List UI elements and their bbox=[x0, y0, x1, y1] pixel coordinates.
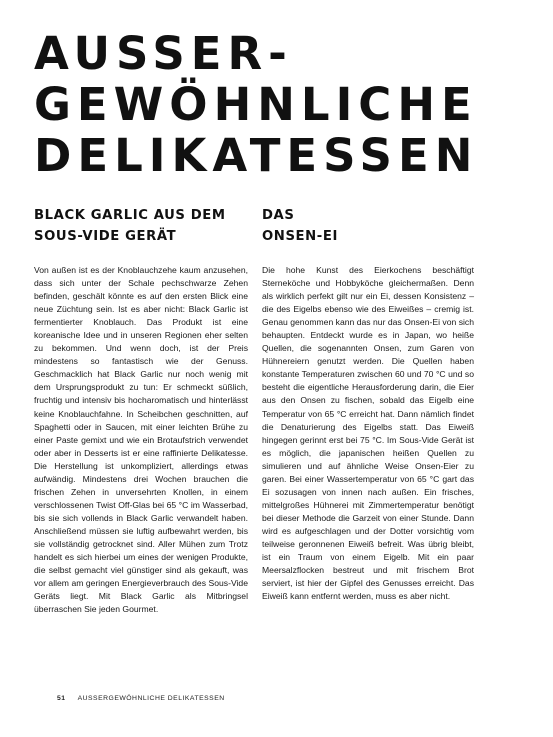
headline-line-1: AUSSER- bbox=[34, 27, 293, 80]
headline-line-2: GEWÖHNLICHE bbox=[34, 78, 478, 131]
subheading-line: SOUS-VIDE GERÄT bbox=[34, 229, 177, 244]
subheading-line: BLACK GARLIC AUS DEM bbox=[34, 208, 226, 223]
article-column-onsen-ei bbox=[262, 264, 474, 603]
running-title: AUSSERGEWÖHNLICHE DELIKATESSEN bbox=[77, 695, 225, 702]
subheading-line: ONSEN-EI bbox=[262, 229, 338, 244]
body-text: Die hohe Kunst des Eierkochens beschäftigt Sterneköche und Hobbyköche gleichermaßen. Denn als wirklich perfekt gilt nur ein Ei, dessen Konsistenz – die des Eigelbs ebenso wie des Eiweißes – cremig ist. Genau genommen kann das nur das Onsen-Ei von sich behaupten. Entdeckt wurde es in Japan, wo heiße Quellen, die sogenannten Onsen, zum Garen von Hühnereiern genutzt werden. Die Quellen haben konstante Temperaturen zwischen 60 und 70 °C und so besteht die eigentliche Herausforderung darin, die Eier aus den Onsen zu fischen, sobald das Eigelb eine Temperatur von 65 °C erreicht hat. Dann nämlich findet die Denaturierung des Eigelbs statt. Das Eiweiß hingegen gerinnt erst bei 75 °C. Im Sous-Vide Gerät ist es möglich, die japanischen heißen Quellen zu simulieren und auf ähnliche Weise Onsen-Eier zu garen. Bei einer Wassertemperatur von 65 °C gart das Ei sozusagen von innen nach außen. Ein frisches, mittelgroßes Hühnerei mit Zimmertemperatur benötigt bei dieser Methode die Garzeit von einer Stunde. Dann wird es aufgeschlagen und der Dotter vorsichtig vom teilweise geronnenen Eiweiß befreit. Was übrig bleibt, ist ein Traum von einem Eigelb. Mit ein paar Meersalzflocken bestreut und mit frischem Brot serviert, ist hier der Gipfel des Genusses erreicht. Das Eiweiß kann entfernt werden, muss es aber nicht. bbox=[262, 265, 474, 602]
headline-line-3: DELIKATESSEN bbox=[34, 129, 479, 182]
page-footer bbox=[57, 695, 225, 702]
subheading-onsen-ei bbox=[262, 205, 502, 247]
subheading-line: DAS bbox=[262, 208, 295, 223]
article-column-black-garlic bbox=[34, 264, 248, 616]
page-number: 51 bbox=[57, 695, 66, 702]
page-title bbox=[34, 28, 534, 181]
body-text: Von außen ist es der Knoblauchzehe kaum anzusehen, dass sich unter der Schale pechschwarze Zehen befinden, geschält könnte es auf den ersten Blick eine neue Züchtung sein. Ist es aber nicht: Black Garlic ist fermentierter Knoblauch. Das Produkt ist eine koreanische Idee und in unseren Regionen eher selten zu bekommen. Und wenn doch, ist der Preis mindestens so fantastisch wie der Genuss. Geschmacklich hat Black Garlic nur noch wenig mit dem Ursprungsprodukt zu tun: Er schmeckt süßlich, fruchtig und intensiv bis hocharomatisch und hinterlässt keine Knoblauchfahne. In Scheibchen geschnitten, auf Spaghetti oder in Saucen, mit einer leichten Brühe zu einer Paste gemixt und wie ein Brotaufstrich verwendet oder aber in Desserts ist er eine raffinierte Delikatesse. Die Herstellung ist unkompliziert, allerdings etwas aufwändig. Mindestens drei Wochen brauchen die frischen Zehen in unversehrten Knollen, in einem verschlossenen Twist Off-Glas bei 65 °C im Wasserbad, bis sie sich vollends in Black Garlic verwandelt haben. Anschließend müssen sie luftig aufbewahrt werden, bis sie vollständig getrocknet sind. Aller Mühen zum Trotz handelt es sich hierbei um eines der wenigen Produkte, die selbst gemacht viel günstiger sind als gekauft, was vor allem am geringen Energieverbrauch des Sous-Vide Geräts liegt. Mit Black Garlic als Mitbringsel überraschen Sie jeden Gourmet. bbox=[34, 265, 248, 615]
subheading-black-garlic bbox=[34, 205, 249, 247]
